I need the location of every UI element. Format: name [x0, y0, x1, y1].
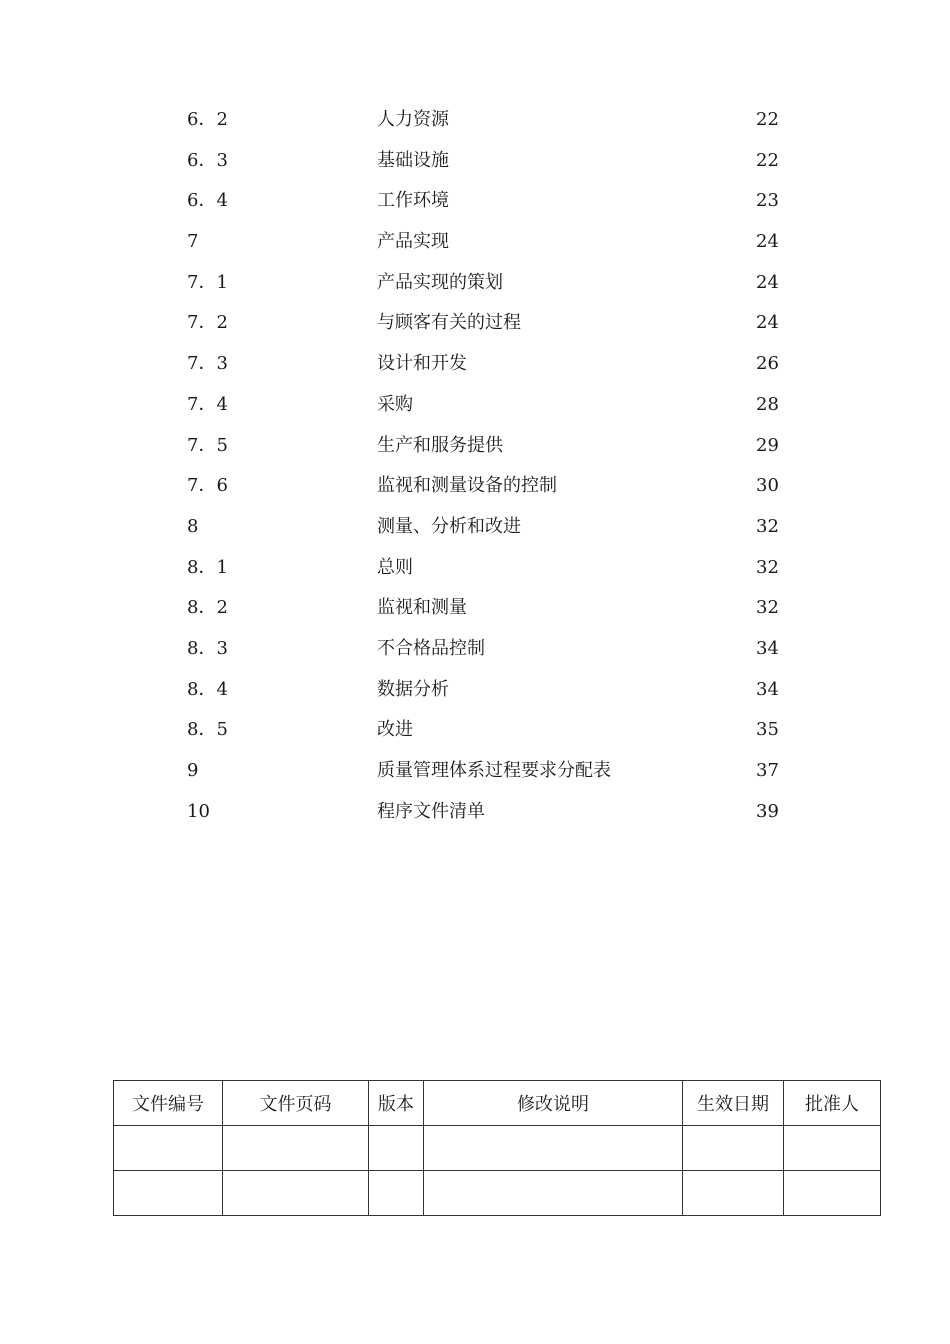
toc-section-title: 产品实现的策划 [377, 271, 503, 293]
toc-page-number: 34 [756, 678, 779, 700]
toc-section-number: 6．3 [187, 149, 228, 171]
toc-section-number: 8．2 [187, 597, 228, 619]
toc-page-number: 32 [756, 515, 779, 537]
toc-section-title: 设计和开发 [377, 353, 467, 375]
column-header-effective-date: 生效日期 [683, 1081, 784, 1126]
toc-section-number: 7．5 [187, 434, 228, 456]
toc-entry [0, 303, 950, 344]
toc-section-title: 监视和测量设备的控制 [377, 475, 557, 497]
toc-entry [0, 426, 950, 467]
toc-entry [0, 263, 950, 304]
toc-section-number: 9 [187, 760, 199, 781]
table-cell [369, 1126, 424, 1171]
toc-page-number: 22 [756, 149, 779, 171]
toc-section-title: 监视和测量 [377, 597, 467, 619]
toc-section-title: 测量、分析和改进 [377, 515, 521, 537]
table-cell [424, 1126, 683, 1171]
toc-section-number: 7．3 [187, 353, 228, 375]
toc-section-title: 产品实现 [377, 231, 449, 253]
toc-entry [0, 670, 950, 711]
toc-section-title: 基础设施 [377, 149, 449, 171]
toc-page-number: 23 [756, 190, 779, 212]
toc-section-number: 7．4 [187, 393, 228, 415]
column-header-revision-note: 修改说明 [424, 1081, 683, 1126]
toc-page-number: 30 [756, 475, 779, 497]
toc-section-title: 程序文件清单 [377, 800, 485, 822]
toc-entry [0, 507, 950, 548]
table-cell [424, 1171, 683, 1216]
toc-page-number: 34 [756, 637, 779, 659]
toc-page-number: 29 [756, 434, 779, 456]
toc-entry [0, 466, 950, 507]
table-row [114, 1126, 881, 1171]
toc-page-number: 37 [756, 760, 779, 781]
toc-entry [0, 222, 950, 263]
toc-section-number: 8 [187, 515, 199, 537]
toc-page-number: 22 [756, 109, 779, 130]
table-cell [683, 1171, 784, 1216]
toc-page-number: 32 [756, 556, 779, 578]
toc-section-title: 与顾客有关的过程 [377, 312, 521, 334]
column-header-doc-page: 文件页码 [223, 1081, 369, 1126]
column-header-approver: 批准人 [784, 1081, 881, 1126]
toc-page-number: 26 [756, 353, 779, 375]
toc-page-number: 39 [756, 800, 779, 822]
table-cell [114, 1126, 223, 1171]
table-cell [223, 1126, 369, 1171]
toc-section-title: 生产和服务提供 [377, 434, 503, 456]
toc-section-number: 7．2 [187, 312, 228, 334]
table-cell [784, 1126, 881, 1171]
toc-page-number: 24 [756, 271, 779, 293]
table-header-row [114, 1081, 881, 1126]
toc-section-number: 8．5 [187, 719, 228, 741]
table-cell [114, 1171, 223, 1216]
toc-section-number: 10 [187, 800, 210, 822]
toc-section-title: 质量管理体系过程要求分配表 [377, 760, 611, 781]
column-header-version: 版本 [369, 1081, 424, 1126]
toc-entry [0, 792, 950, 833]
toc-section-number: 7．6 [187, 475, 228, 497]
toc-entry [0, 588, 950, 629]
toc-section-title: 不合格品控制 [377, 637, 485, 659]
toc-page-number: 32 [756, 597, 779, 619]
toc-section-number: 7 [187, 231, 199, 253]
toc-entry [0, 344, 950, 385]
toc-entry [0, 710, 950, 751]
toc-entry [0, 141, 950, 182]
toc-section-title: 采购 [377, 393, 413, 415]
toc-section-number: 8．4 [187, 678, 228, 700]
table-row [114, 1171, 881, 1216]
table-cell [369, 1171, 424, 1216]
table-of-contents [0, 100, 950, 832]
revision-table [113, 1080, 881, 1216]
toc-page-number: 35 [756, 719, 779, 741]
toc-entry [0, 385, 950, 426]
toc-section-title: 人力资源 [377, 109, 449, 130]
toc-section-number: 7．1 [187, 271, 228, 293]
toc-section-number: 6．4 [187, 190, 228, 212]
toc-section-number: 8．3 [187, 637, 228, 659]
toc-section-number: 6．2 [187, 109, 228, 130]
table-cell [683, 1126, 784, 1171]
toc-section-title: 改进 [377, 719, 413, 741]
toc-entry [0, 629, 950, 670]
toc-entry [0, 548, 950, 589]
toc-page-number: 24 [756, 231, 779, 253]
table-cell [223, 1171, 369, 1216]
toc-page-number: 28 [756, 393, 779, 415]
toc-entry [0, 181, 950, 222]
toc-section-number: 8．1 [187, 556, 228, 578]
toc-entry [0, 100, 950, 141]
toc-page-number: 24 [756, 312, 779, 334]
table-cell [784, 1171, 881, 1216]
toc-entry [0, 751, 950, 792]
toc-section-title: 总则 [377, 556, 413, 578]
toc-section-title: 数据分析 [377, 678, 449, 700]
column-header-doc-number: 文件编号 [114, 1081, 223, 1126]
toc-section-title: 工作环境 [377, 190, 449, 212]
